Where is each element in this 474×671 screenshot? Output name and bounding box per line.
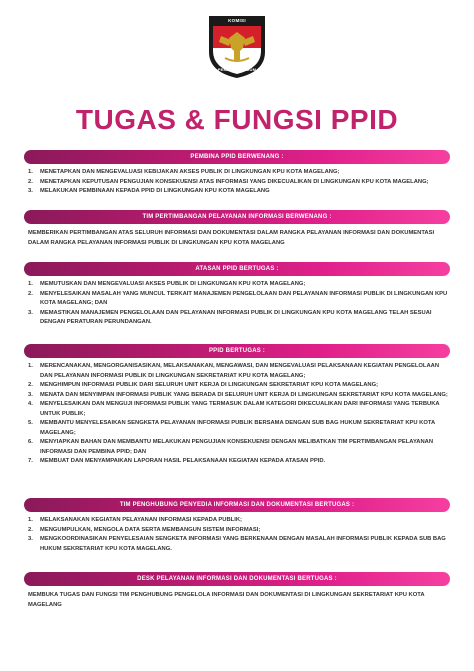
list-item: 1. MEMUTUSKAN DAN MENGEVALUASI AKSES PUBLIK DI LINGKUNGAN KPU KOTA MAGELANG; [28, 281, 306, 287]
list-item: 6. MENYIAPKAN BAHAN DAN MEMBANTU MELAKUKAN PENGUJIAN KONSEKUENSI DENGAN MELIBATKAN TIM PERTIMBANGAN PELAYANAN INFORMASI DAN PEMBINA PPID; DAN [28, 439, 434, 455]
section-tim-pertimbangan [24, 210, 450, 248]
list-item: 4. MENYELESAIKAN DAN MENGUJI INFORMASI PUBLIK YANG TERMASUK DALAM KATEGORI DIKECUALIKAN DARI INFORMASI YANG TERBUKA UNTUK PUBLIK; [28, 401, 440, 417]
list-item: 1. MERENCANAKAN, MENGORGANISASIKAN, MELAKSANAKAN, MENGAWASI, DAN MENGEVALUASI PELAKSANAAN KEGIATAN PENGELOLAAN DAN PELAYANAN INFORMASI PUBLIK DI LINGKUNGAN SEKRETARIAT KPU KOTA MAGELANG; [28, 363, 440, 379]
list-item: 2. MENGUMPULKAN, MENGOLA DATA SERTA MEMBANGUN SISTEM INFORMASI; [28, 526, 261, 533]
list-item: 3. MENGKOORDINASIKAN PENYELESAIAN SENGKETA INFORMASI YANG BERKENAAN DENGAN MASALAH INFORMASI PUBLIK KEPADA SUB BAG HUKUM SEKRETARIAT KPU KOTA MAGELANG. [28, 536, 446, 552]
section-ppid [24, 344, 450, 467]
page-title: TUGAS & FUNGSI PPID [75, 104, 399, 135]
list-item: 3. MENATA DAN MENYIMPAN INFORMASI PUBLIK YANG BERADA DI SELURUH UNIT KERJA DI LINGKUNGAN SEKRETARIAT KPU KOTA MAGELANG; [28, 391, 448, 398]
list-item: 3. MEMASTIKAN MANAJEMEN PENGELOLAAN DAN PELAYANAN INFORMASI PUBLIK DI LINGKUNGAN KPU KOTA MAGELANG TELAH SESUAI DENGAN PERATURAN PERUNDANGAN. [28, 309, 432, 325]
section-heading: PPID BERTUGAS : [24, 344, 450, 358]
list-item: 5. MEMBANTU MENYELESAIKAN SENGKETA PELAYANAN INFORMASI PUBLIK BERSAMA DENGAN SUB BAG HUKUM SEKRETARIAT KPU KOTA MAGELANG; [28, 420, 435, 436]
section-heading: TIM PERTIMBANGAN PELAYANAN INFORMASI BERWENANG : [24, 210, 450, 224]
section-heading: ATASAN PPID BERTUGAS : [24, 262, 450, 276]
section-tim-penghubung [24, 498, 450, 554]
list-item: 3. MELAKUKAN PEMBINAAN KEPADA PPID DI LINGKUNGAN KPU KOTA MAGELANG [28, 188, 270, 194]
list-item: 7. MEMBUAT DAN MENYAMPAIKAN LAPORAN HASIL PELAKSANAAN KEGIATAN KEPADA ATASAN PPID. [28, 458, 326, 464]
list-item: 2. MENETAPKAN KEPUTUSAN PENGUJIAN KONSEKUENSI ATAS INFORMASI YANG DIKECUALIKAN DI LINGKUNGAN KPU KOTA MAGELANG; [28, 178, 429, 185]
list-item: 2. MENGHIMPUN INFORMASI PUBLIK DARI SELURUH UNIT KERJA DI LINGKUNGAN SEKRETARIAT KPU KOTA MAGELANG; [28, 382, 379, 388]
section-atasan-ppid [24, 262, 450, 328]
logo-top-text: KOMISI [228, 18, 246, 23]
section-pembina [24, 150, 450, 197]
list-item: 1. MELAKSANAKAN KEGIATAN PELAYANAN INFORMASI KEPADA PUBLIK; [28, 517, 242, 523]
section-text: MEMBERIKAN PERTIMBANGAN ATAS SELURUH INFORMASI DAN DOKUMENTASI DALAM RANGKA PELAYANAN INFORMASI DAN DOKUMENTASI DALAM RANGKA PELAYANAN INFORMASI PUBLIK DI LINGKUNGAN KPU KOTA MAGELANG [28, 230, 435, 246]
kpu-logo [207, 14, 267, 80]
section-heading: TIM PENGHUBUNG PENYEDIA INFORMASI DAN DOKUMENTASI BERTUGAS : [24, 498, 450, 512]
section-heading: DESK PELAYANAN INFORMASI DAN DOKUMENTASI BERTUGAS : [24, 572, 450, 586]
section-desk-pelayanan [24, 572, 450, 610]
list-item: 2. MENYELESAIKAN MASALAH YANG MUNCUL TERKAIT MANAJEMEN PENGELOLAAN DAN PELAYANAN INFORMASI PUBLIK DI LINGKUNGAN KPU KOTA MAGELANG; DAN [28, 290, 448, 306]
section-heading: PEMBINA PPID BERWENANG : [24, 150, 450, 164]
logo-bottom-text: PEMILIHAN UMUM [217, 67, 257, 72]
list-item: 1. MENETAPKAN DAN MENGEVALUASI KEBIJAKAN AKSES PUBLIK DI LINGKUNGAN KPU KOTA MAGELANG; [28, 169, 340, 175]
section-text: MEMBUKA TUGAS DAN FUNGSI TIM PENGHUBUNG PENGELOLA INFORMASI DAN DOKUMENTASI DI LINGKUNGAN SEKRETARIAT KPU KOTA MAGELANG [28, 592, 425, 608]
